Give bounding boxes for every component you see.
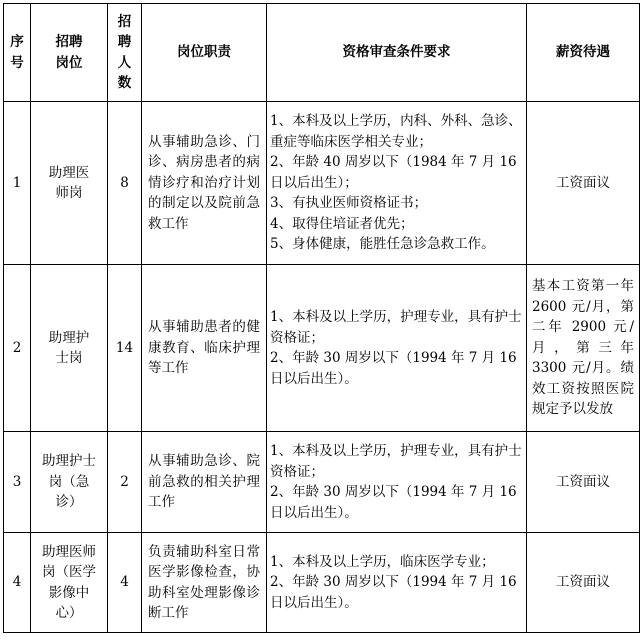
salary-cell: 工资面议: [527, 102, 640, 265]
requirement-item: 1、本科及以上学历，护理专业，具有护士资格证；: [270, 309, 522, 346]
requirement-item: 1、本科及以上学历，临床医学专业；: [270, 553, 495, 570]
seq-cell: 1: [4, 102, 31, 265]
requirement-item: 4、取得住培证者优先；: [270, 215, 414, 232]
requirement-item: 2、年龄 30 周岁以下（1994 年 7 月 16 日以后出生）。: [270, 484, 517, 521]
duties-cell: 从事辅助急诊、院前急救的相关护理工作: [142, 432, 267, 533]
header-seq: 序号: [4, 4, 31, 102]
header-position: 招聘岗位: [31, 4, 108, 102]
header-duties: 岗位职责: [142, 4, 267, 102]
requirement-item: 3、有执业医师资格证书；: [270, 195, 428, 212]
table-row: [4, 102, 640, 265]
seq-cell: 2: [4, 265, 31, 432]
count-cell: 14: [108, 265, 142, 432]
requirement-item: 2、年龄 40 周岁以下（1984 年 7 月 16 日以后出生）；: [270, 154, 517, 191]
header-requirements: 资格审查条件要求: [267, 4, 527, 102]
salary-cell: 工资面议: [527, 432, 640, 533]
table-row: [4, 432, 640, 533]
salary-cell: 基本工资第一年 2600 元/月，第二年 2900 元/月，第三年 3300 元/月。绩效工资按照医院规定予以发放: [527, 265, 640, 432]
duties-cell: 从事辅助急诊、门诊、病房患者的病情诊疗和治疗计划的制定以及院前急救工作: [142, 102, 267, 265]
table-row: [4, 533, 640, 633]
seq-cell: 3: [4, 432, 31, 533]
header-salary: 薪资待遇: [527, 4, 640, 102]
header-count: 招聘人数: [108, 4, 142, 102]
salary-cell: 工资面议: [527, 533, 640, 633]
count-cell: 8: [108, 102, 142, 265]
requirement-item: 2、年龄 30 周岁以下（1994 年 7 月 16 日以后出生）。: [270, 574, 517, 611]
requirement-item: 1、本科及以上学历，护理专业，具有护士资格证；: [270, 443, 522, 480]
position-cell: 助理护士岗（急诊）: [31, 432, 108, 533]
position-cell: 助理护士岗: [31, 265, 108, 432]
requirements-cell: [267, 432, 527, 533]
requirement-item: 5、身体健康，能胜任急诊急救工作。: [270, 236, 495, 253]
requirement-item: 1、本科及以上学历，内科、外科、急诊、重症等临床医学相关专业；: [270, 113, 522, 150]
duties-cell: 从事辅助患者的健康教育、临床护理等工作: [142, 265, 267, 432]
count-cell: 2: [108, 432, 142, 533]
position-cell: 助理医师岗（医学影像中心）: [31, 533, 108, 633]
count-cell: 4: [108, 533, 142, 633]
seq-cell: 4: [4, 533, 31, 633]
requirements-cell: [267, 265, 527, 432]
position-cell: 助理医师岗: [31, 102, 108, 265]
duties-cell: 负责辅助科室日常医学影像检查，协助科室处理影像诊断工作: [142, 533, 267, 633]
header-row: [4, 4, 640, 102]
table-row: [4, 265, 640, 432]
requirements-cell: [267, 533, 527, 633]
recruitment-table: [3, 3, 640, 633]
requirements-cell: [267, 102, 527, 265]
requirement-item: 2、年龄 30 周岁以下（1994 年 7 月 16 日以后出生）。: [270, 350, 517, 387]
